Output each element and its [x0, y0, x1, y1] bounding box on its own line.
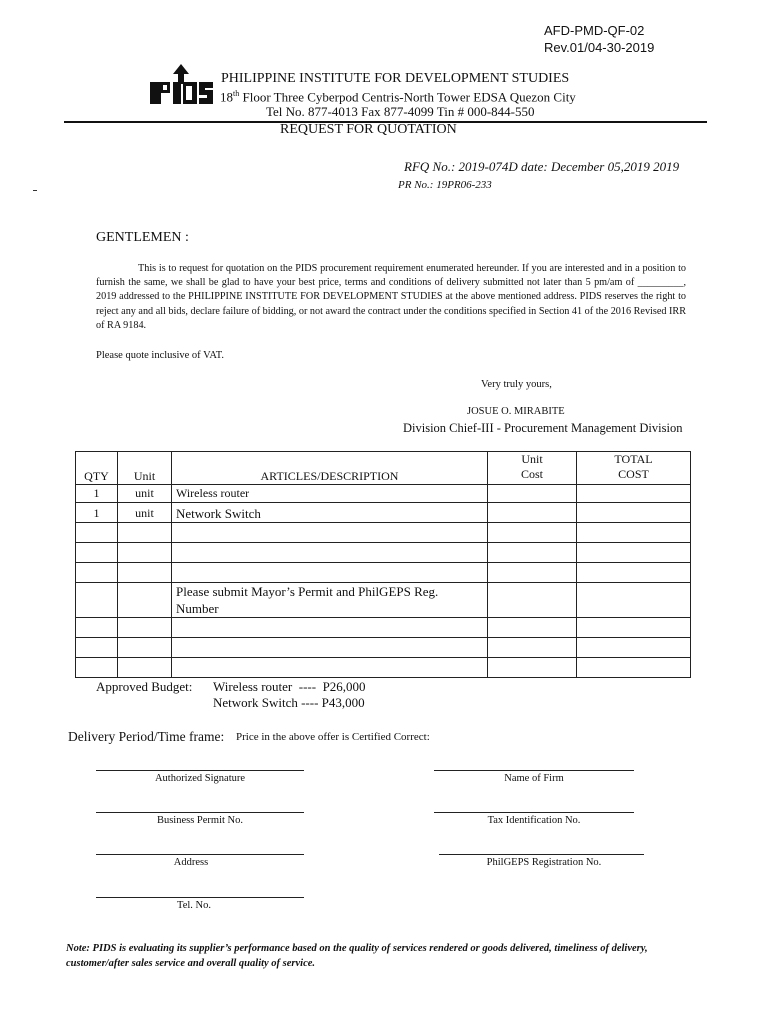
cell-unit — [118, 583, 172, 618]
header-unit-cost-line1: Unit — [521, 452, 543, 466]
table-row — [76, 485, 691, 503]
cell-total-cost[interactable] — [577, 485, 691, 503]
pids-logo — [148, 64, 214, 104]
cell-unit — [118, 523, 172, 543]
cell-unit-cost[interactable] — [488, 638, 577, 658]
cell-total-cost[interactable] — [577, 503, 691, 523]
signer-title: Division Chief-III - Procurement Management Division — [403, 421, 683, 435]
cell-description — [172, 563, 488, 583]
cell-total-cost[interactable] — [577, 583, 691, 618]
cell-qty — [76, 638, 118, 658]
cell-unit: unit — [118, 503, 172, 523]
table-row — [76, 543, 691, 563]
table-row — [76, 583, 691, 618]
institute-name: PHILIPPINE INSTITUTE FOR DEVELOPMENT STUDIES — [221, 71, 570, 86]
table-row — [76, 638, 691, 658]
budget-network-switch: Network Switch ---- P43,000 — [213, 695, 365, 710]
letter-body-text: This is to request for quotation on the PIDS procurement requirement enumerated hereunder. If you are interested and in a position to furnish the same, we shall be glad to have your best price, terms and conditions of delivery submitted not later than 5 pm/am of _________, 2019 addressed to the PHILIPPINE INSTITUTE FOR DEVELOPMENT STUDIES at the above mentioned address. PIDS reserves the right to reject any and all bids, declare failure of bidding, or not award the contract under the conditions specified in Section 41 of the 2016 Revised IRR of RA 9184. — [96, 263, 686, 331]
table-header-row — [76, 452, 691, 485]
header-unit-cost-line2: Cost — [520, 467, 543, 481]
cell-unit-cost[interactable] — [488, 583, 577, 618]
business-permit-line[interactable] — [96, 812, 304, 813]
cell-description: Network Switch — [172, 503, 488, 523]
cell-total-cost[interactable] — [577, 523, 691, 543]
document-title: REQUEST FOR QUOTATION — [280, 122, 457, 137]
header-total-cost-line2: COST — [618, 467, 649, 481]
cell-unit-cost[interactable] — [488, 503, 577, 523]
table-row — [76, 523, 691, 543]
cell-total-cost[interactable] — [577, 563, 691, 583]
floor-number: 18 — [220, 89, 233, 105]
firm-name-label: Name of Firm — [504, 773, 564, 784]
cell-description — [172, 523, 488, 543]
floor-suffix: th — [233, 89, 240, 98]
business-permit-label: Business Permit No. — [156, 815, 244, 826]
tin-line[interactable] — [434, 812, 634, 813]
table-row — [76, 563, 691, 583]
header-total-cost-line1: TOTAL — [614, 452, 653, 466]
cell-qty — [76, 618, 118, 638]
table-row — [76, 658, 691, 678]
form-revision: Rev.01/04-30-2019 — [544, 40, 655, 55]
vat-note: Please quote inclusive of VAT. — [96, 350, 225, 361]
authorized-signature-label: Authorized Signature — [154, 773, 246, 784]
salutation: GENTLEMEN : — [96, 230, 189, 245]
header-unit-cost — [488, 452, 577, 485]
header-total-cost — [577, 452, 691, 485]
cell-description — [172, 618, 488, 638]
authorized-signature-line[interactable] — [96, 770, 304, 771]
cell-qty — [76, 583, 118, 618]
cell-unit — [118, 563, 172, 583]
budget-wireless-router: Wireless router ---- P26,000 — [213, 679, 366, 694]
address-label: Address — [173, 857, 209, 868]
approved-budget-label: Approved Budget: — [96, 679, 193, 694]
header-qty: QTY — [76, 452, 118, 485]
header-unit: Unit — [118, 452, 172, 485]
cell-description — [172, 638, 488, 658]
cell-unit-cost[interactable] — [488, 563, 577, 583]
cell-qty — [76, 543, 118, 563]
cell-description — [172, 543, 488, 563]
items-table — [75, 451, 691, 678]
cell-total-cost[interactable] — [577, 543, 691, 563]
letter-body — [96, 262, 686, 333]
address-text: Floor Three Cyberpod Centris-North Tower EDSA Quezon City — [239, 89, 576, 105]
philgeps-label: PhilGEPS Registration No. — [486, 857, 602, 868]
cell-total-cost[interactable] — [577, 658, 691, 678]
table-row — [76, 503, 691, 523]
cell-qty: 1 — [76, 485, 118, 503]
closing: Very truly yours, — [481, 379, 552, 390]
cell-unit — [118, 618, 172, 638]
form-code-block — [544, 22, 654, 56]
cell-description: Wireless router — [172, 485, 488, 503]
cell-unit — [118, 658, 172, 678]
certified-correct-text: Price in the above offer is Certified Correct: — [236, 731, 430, 743]
cell-unit — [118, 638, 172, 658]
cell-unit — [118, 543, 172, 563]
cell-qty — [76, 658, 118, 678]
cell-description: Please submit Mayor’s Permit and PhilGEPS Reg. Number — [172, 583, 488, 618]
institute-tel: Tel No. 877-4013 Fax 877-4099 Tin # 000-844-550 — [266, 104, 535, 119]
cell-unit-cost[interactable] — [488, 618, 577, 638]
delivery-period-label: Delivery Period/Time frame: — [68, 729, 225, 744]
firm-name-line[interactable] — [434, 770, 634, 771]
cell-unit-cost[interactable] — [488, 658, 577, 678]
cell-unit-cost[interactable] — [488, 523, 577, 543]
tin-label: Tax Identification No. — [487, 815, 581, 826]
cell-qty: 1 — [76, 503, 118, 523]
cell-unit-cost[interactable] — [488, 485, 577, 503]
cell-unit: unit — [118, 485, 172, 503]
rfq-number-date: RFQ No.: 2019-074D date: December 05,2019 2019 — [404, 159, 680, 174]
address-line[interactable] — [96, 854, 304, 855]
margin-mark — [33, 190, 37, 191]
footer-note: Note: PIDS is evaluating its supplier’s performance based on the quality of services rendered or goods delivered, timeliness of delivery, customer/after sales service and overall quality of service. — [66, 943, 648, 969]
tel-label: Tel. No. — [177, 900, 211, 911]
cell-description — [172, 658, 488, 678]
pr-number: PR No.: 19PR06-233 — [398, 179, 492, 191]
table-row — [76, 618, 691, 638]
cell-qty — [76, 563, 118, 583]
philgeps-line[interactable] — [439, 854, 644, 855]
cell-total-cost[interactable] — [577, 638, 691, 658]
cell-unit-cost[interactable] — [488, 543, 577, 563]
institute-address — [220, 89, 576, 105]
cell-qty — [76, 523, 118, 543]
header-description: ARTICLES/DESCRIPTION — [172, 452, 488, 485]
cell-total-cost[interactable] — [577, 618, 691, 638]
form-code: AFD-PMD-QF-02 — [544, 23, 645, 38]
signer-name: JOSUE O. MIRABITE — [467, 406, 565, 417]
tel-line[interactable] — [96, 897, 304, 898]
